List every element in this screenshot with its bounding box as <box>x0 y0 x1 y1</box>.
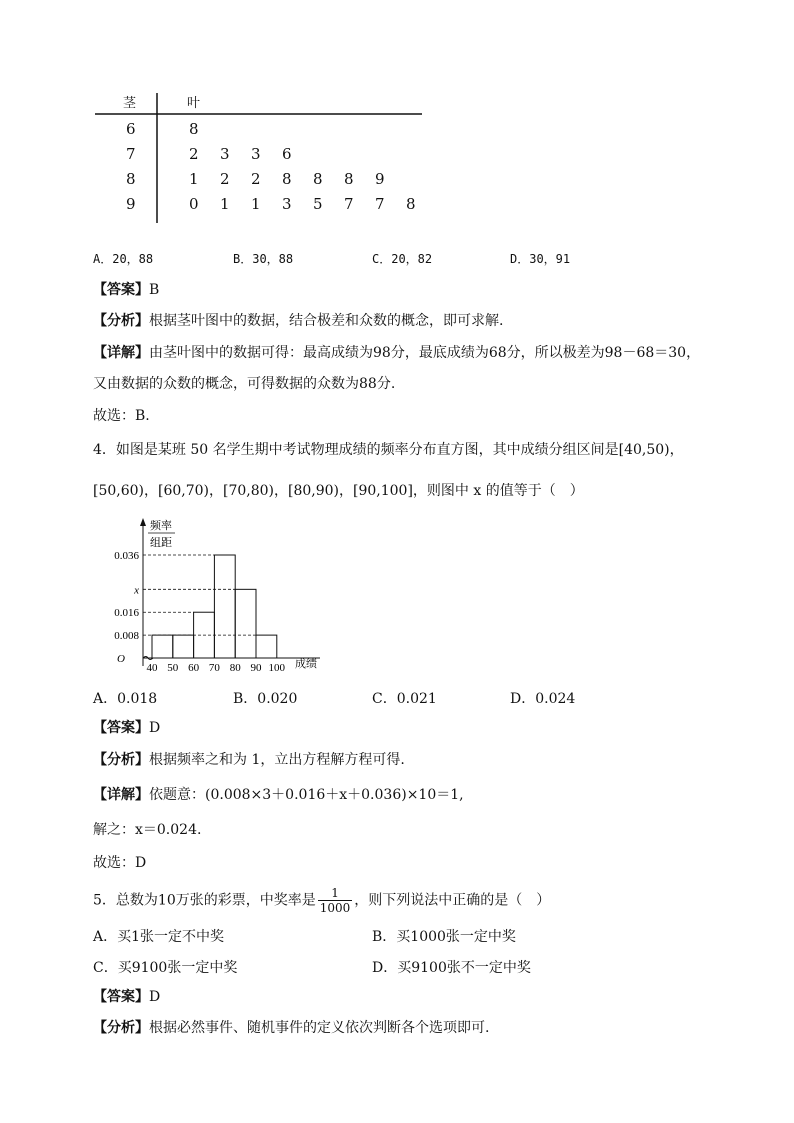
q5-option-a: A．买1张一定不中奖 <box>93 929 225 945</box>
leaf-value: 8 <box>189 120 199 138</box>
leaf-value: 8 <box>406 195 416 213</box>
analysis-text: 根据频率之和为 1，立出方程解方程可得. <box>149 752 405 768</box>
detail-text: 由茎叶图中的数据可得：最高成绩为98分，最底成绩为68分，所以极差为98－68＝30， <box>149 345 701 361</box>
detail-tag: 【详解】 <box>93 787 149 803</box>
fraction-numerator: 1 <box>318 886 353 901</box>
analysis-tag: 【分析】 <box>93 1020 149 1036</box>
answer-value: D <box>149 989 161 1005</box>
q3-option-b: B．30，88 <box>233 252 294 266</box>
q4-option-b: B．0.020 <box>233 691 298 707</box>
y-label-bottom: 组距 <box>150 537 172 549</box>
leaf-value: 3 <box>220 145 230 163</box>
q3-option-a: A．20，88 <box>93 252 154 266</box>
q4-option-c: C．0.021 <box>372 691 437 707</box>
analysis-tag: 【分析】 <box>93 752 149 768</box>
analysis-tag: 【分析】 <box>93 313 149 329</box>
answer-tag: 【答案】 <box>93 282 149 298</box>
q4-analysis <box>93 750 405 770</box>
leaf-value: 0 <box>189 195 199 213</box>
leaf-value: 7 <box>344 195 354 213</box>
detail-text: 依题意：(0.008×3＋0.016＋x＋0.036)×10＝1, <box>149 787 464 803</box>
fraction-denominator: 1000 <box>319 901 351 915</box>
x-tick-label: 60 <box>188 662 200 674</box>
y-tick-label: x <box>134 584 139 597</box>
q5-analysis <box>93 1018 489 1038</box>
stem-value: 6 <box>126 120 136 138</box>
answer-value: D <box>149 720 161 736</box>
histogram-bar <box>173 635 194 658</box>
q5-answer <box>93 987 160 1007</box>
x-tick-label: 50 <box>167 662 179 674</box>
y-tick-label: 0.016 <box>114 607 139 620</box>
q4-option-d: D．0.024 <box>510 691 576 707</box>
q3-answer <box>93 280 159 300</box>
detail-tag: 【详解】 <box>93 345 149 361</box>
q4-stem-line-1: 4．如图是某班 50 名学生期中考试物理成绩的频率分布直方图，其中成绩分组区间是[40,50)， <box>93 442 684 458</box>
histogram-bar <box>235 589 256 658</box>
y-tick-label: 0.008 <box>114 630 139 643</box>
q4-option-a: A．0.018 <box>93 691 158 707</box>
x-tick-label: 70 <box>208 662 220 674</box>
q5-option-c: C．买9100张一定中奖 <box>93 960 238 976</box>
q3-detail-line-2: 又由数据的众数的概念，可得数据的众数为88分. <box>93 376 396 392</box>
leaf-value: 2 <box>251 170 261 188</box>
q5-stem <box>93 886 550 915</box>
q3-option-d: D．30，91 <box>510 252 571 266</box>
q4-solve: 解之：x＝0.024. <box>93 822 202 838</box>
y-label-top: 频率 <box>150 520 172 532</box>
q5-option-d: D．买9100张不一定中奖 <box>372 960 531 976</box>
analysis-text: 根据必然事件、随机事件的定义依次判断各个选项即可. <box>149 1020 490 1036</box>
answer-value: B <box>149 282 160 298</box>
leaf-value: 1 <box>220 195 230 213</box>
leaf-value: 2 <box>189 145 199 163</box>
histogram-bar <box>152 635 173 658</box>
histogram-bar <box>214 555 235 658</box>
x-tick-label: 100 <box>268 662 286 674</box>
origin-label: O <box>117 653 125 665</box>
q5-fraction <box>318 886 353 915</box>
answer-tag: 【答案】 <box>93 989 149 1005</box>
x-tick-label: 90 <box>250 662 262 674</box>
y-tick-label: 0.036 <box>114 550 139 562</box>
answer-tag: 【答案】 <box>93 720 149 736</box>
q4-choose: 故选：D <box>93 855 147 871</box>
leaf-value: 7 <box>375 195 385 213</box>
leaf-value: 8 <box>344 170 354 188</box>
q5-stem-start: 5．总数为10万张的彩票，中奖率是 <box>93 892 316 909</box>
q4-detail <box>93 785 464 805</box>
stem-value: 9 <box>126 195 136 213</box>
q4-stem-line-2: [50,60)，[60,70)，[70,80)，[80,90)，[90,100]，则图中 x 的值等于（ ） <box>93 483 584 499</box>
leaf-value: 1 <box>251 195 261 213</box>
q5-option-b: B．买1000张一定中奖 <box>372 929 516 945</box>
leaf-value: 8 <box>282 170 292 188</box>
x-tick-label: 40 <box>146 662 158 674</box>
q3-detail-line-1 <box>93 343 700 363</box>
q4-answer <box>93 718 160 738</box>
leaf-value: 3 <box>282 195 292 213</box>
stem-value: 8 <box>126 170 136 188</box>
leaf-value: 2 <box>220 170 230 188</box>
histogram-bar <box>256 635 277 658</box>
x-axis-label: 成绩 <box>295 658 317 670</box>
q3-choose: 故选：B. <box>93 408 150 424</box>
y-axis-arrow <box>140 518 146 526</box>
leaf-value: 3 <box>251 145 261 163</box>
q3-option-c: C．20，82 <box>372 252 433 266</box>
stem-header: 茎 <box>123 96 137 111</box>
leaf-value: 6 <box>282 145 292 163</box>
leaf-value: 8 <box>313 170 323 188</box>
q3-analysis <box>93 311 503 331</box>
stem-leaf-plot <box>95 88 425 228</box>
q5-stem-end: ，则下列说法中正确的是（ ） <box>354 892 551 909</box>
leaf-value: 5 <box>313 195 323 213</box>
analysis-text: 根据茎叶图中的数据，结合极差和众数的概念，即可求解. <box>149 313 504 329</box>
stem-value: 7 <box>126 145 136 163</box>
x-tick-label: 80 <box>229 662 241 674</box>
leaf-header: 叶 <box>187 96 201 111</box>
leaf-value: 1 <box>189 170 199 188</box>
frequency-histogram <box>95 518 335 678</box>
leaf-value: 9 <box>375 170 385 188</box>
